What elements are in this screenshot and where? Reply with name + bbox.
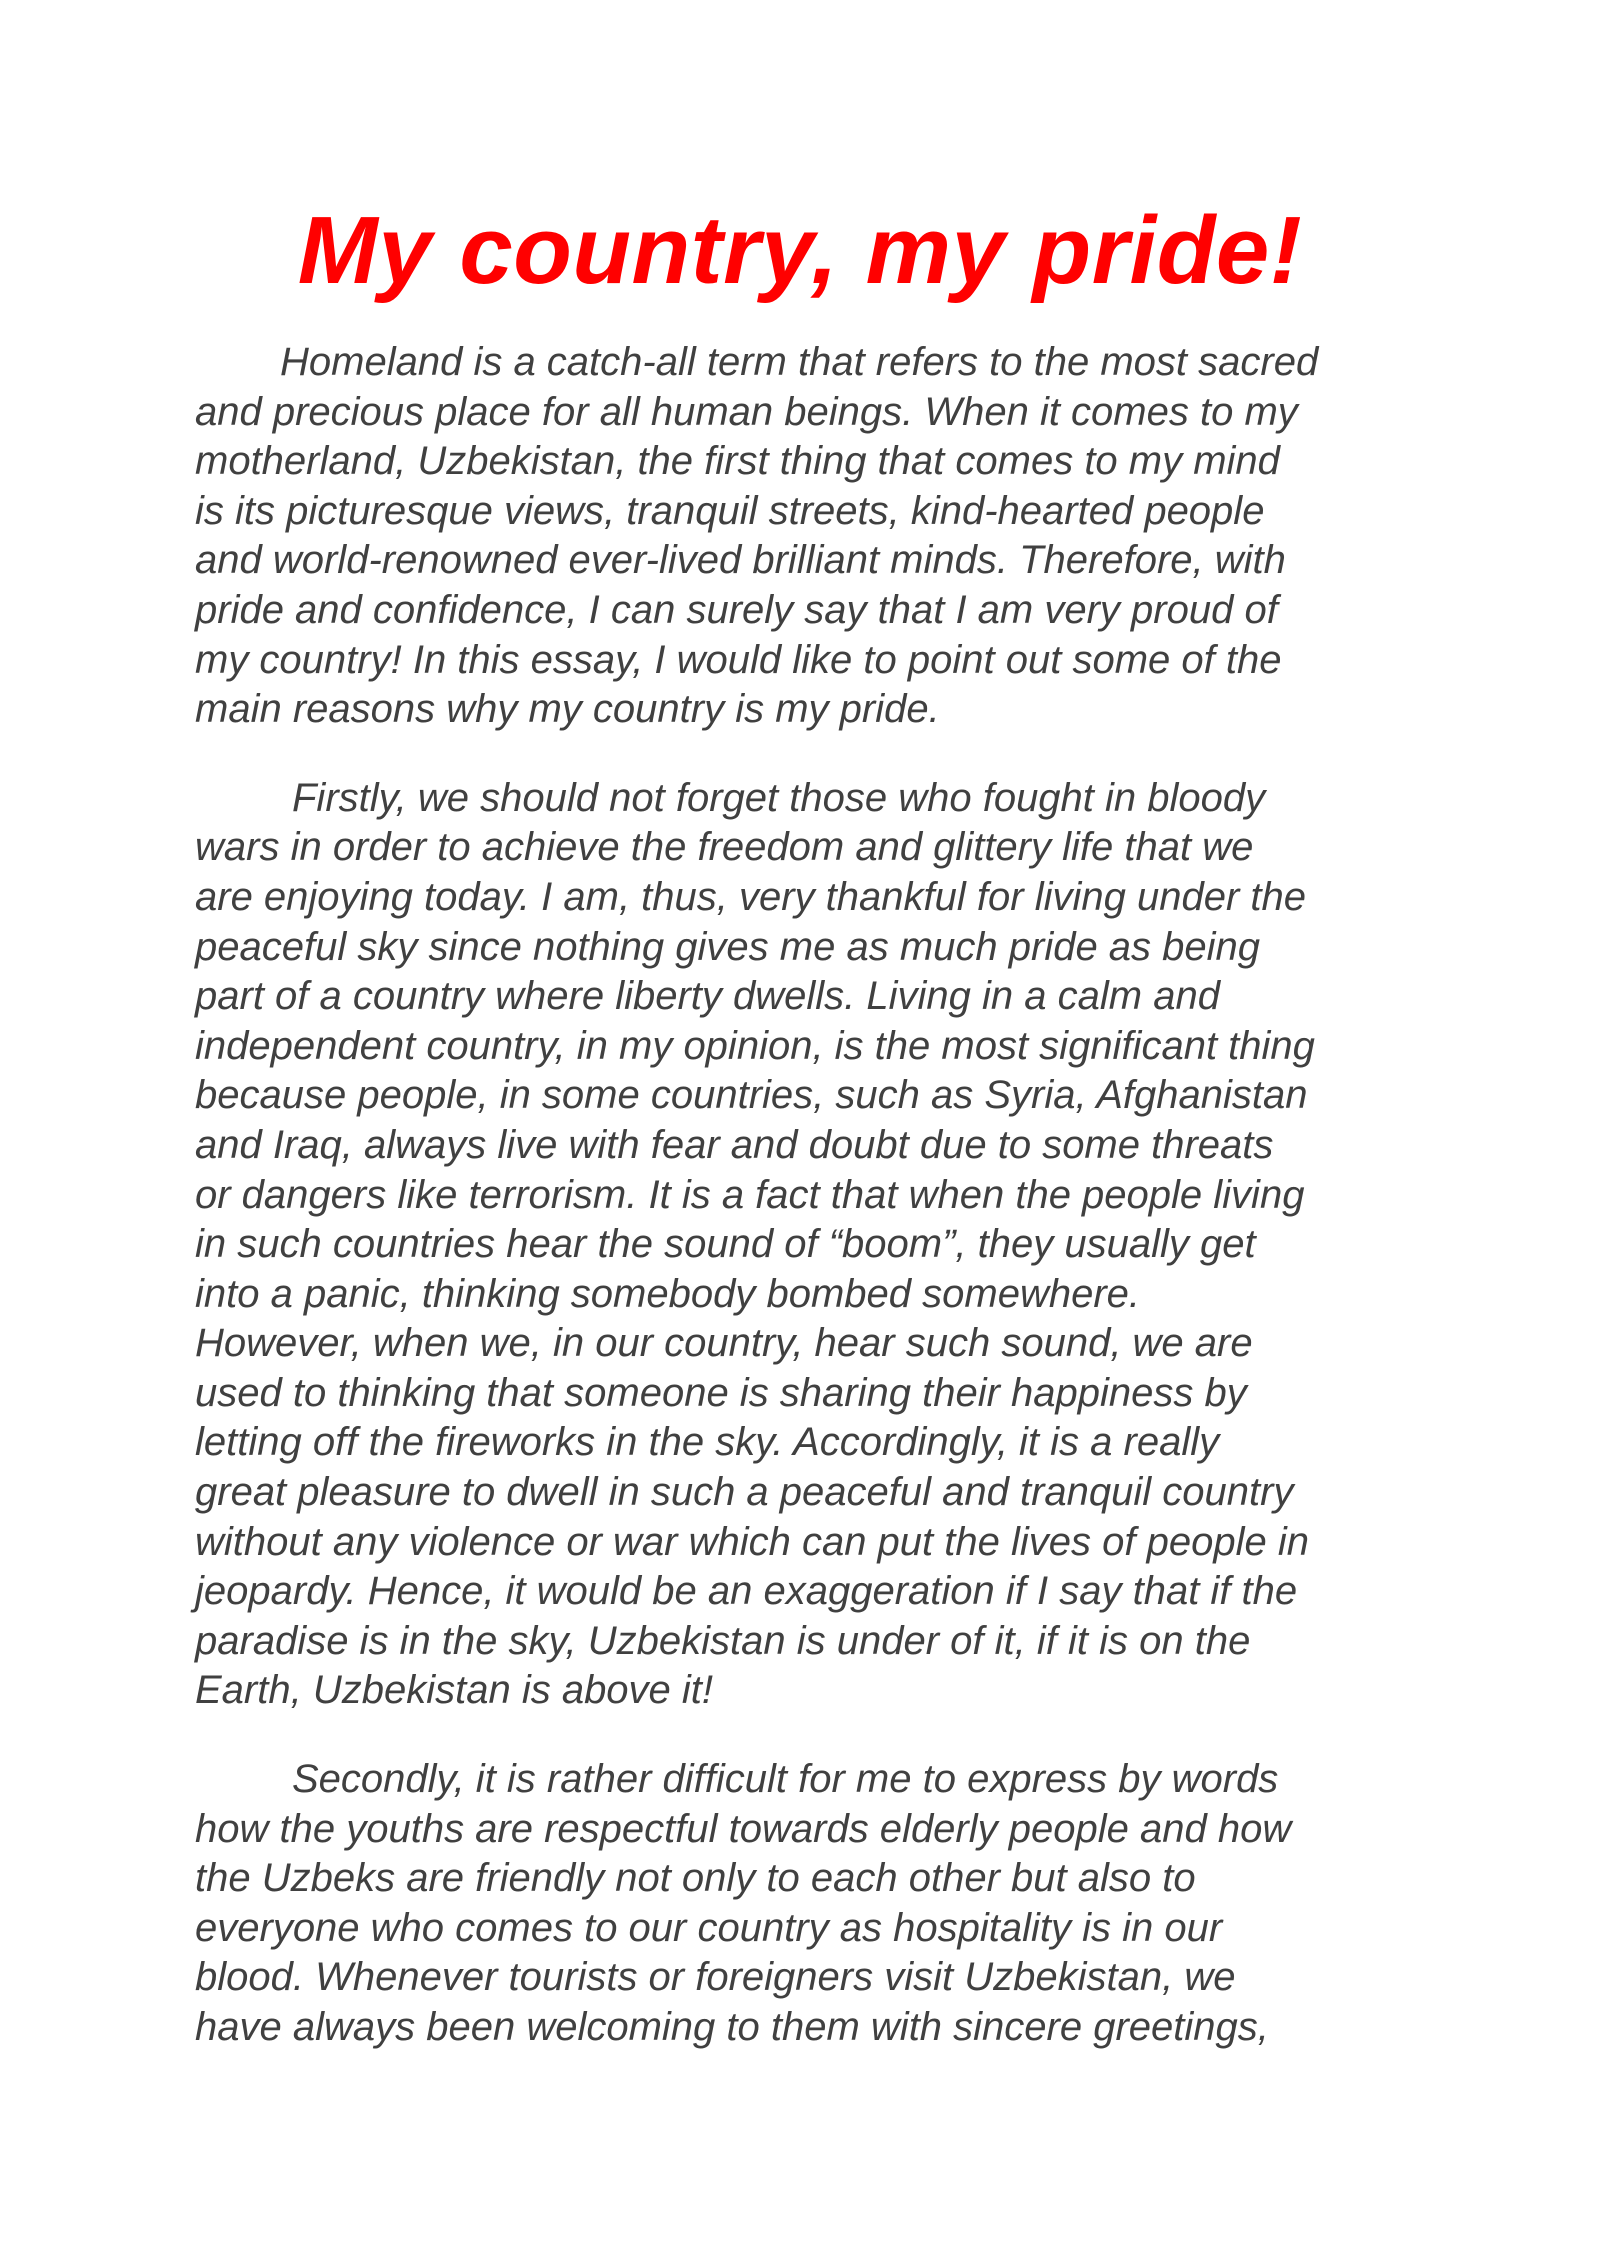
- text-line: However, when we, in our country, hear such sound, we are: [195, 1321, 1253, 1366]
- text-line: into a panic, thinking somebody bombed somewhere.: [195, 1271, 1140, 1316]
- text-line: the Uzbeks are friendly not only to each other but also to: [195, 1856, 1196, 1901]
- text-line: great pleasure to dwell in such a peaceful and tranquil country: [195, 1470, 1294, 1515]
- text-line: wars in order to achieve the freedom and glittery life that we: [195, 825, 1254, 870]
- text-line: and world-renowned ever-lived brilliant minds. Therefore, with: [195, 538, 1286, 583]
- text-line: how the youths are respectful towards elderly people and how: [195, 1806, 1292, 1851]
- text-line: Homeland is a catch-all term that refers to the most sacred: [280, 340, 1319, 384]
- text-line: Secondly, it is rather difficult for me to express by words: [292, 1757, 1279, 1802]
- essay-body: [195, 338, 1435, 2092]
- text-line: because people, in some countries, such as Syria, Afghanistan: [195, 1073, 1308, 1118]
- text-line: part of a country where liberty dwells. Living in a calm and: [195, 974, 1220, 1019]
- text-line: main reasons why my country is my pride.: [195, 687, 940, 732]
- paragraph-2: [195, 774, 1435, 1716]
- text-line: in such countries hear the sound of “boom”, they usually get: [195, 1222, 1256, 1267]
- paragraph-1: [195, 338, 1435, 735]
- text-line: Firstly, we should not forget those who fought in bloody: [292, 775, 1266, 820]
- text-line: Earth, Uzbekistan is above it!: [195, 1668, 714, 1713]
- document-title: My country, my pride!: [297, 197, 1303, 304]
- text-line: motherland, Uzbekistan, the first thing that comes to my mind: [195, 439, 1280, 484]
- text-line: without any violence or war which can put the lives of people in: [195, 1519, 1309, 1564]
- text-line: pride and confidence, I can surely say that I am very proud of: [195, 587, 1278, 632]
- text-line: letting off the fireworks in the sky. Accordingly, it is a really: [195, 1420, 1220, 1465]
- paragraph-3: [195, 1755, 1435, 2053]
- text-line: jeopardy. Hence, it would be an exaggeration if I say that if the: [195, 1569, 1298, 1614]
- text-line: have always been welcoming to them with sincere greetings,: [195, 2005, 1269, 2049]
- text-line: everyone who comes to our country as hospitality is in our: [195, 1905, 1223, 1950]
- text-line: my country! In this essay, I would like to point out some of the: [195, 637, 1282, 682]
- text-line: are enjoying today. I am, thus, very thankful for living under the: [195, 874, 1306, 919]
- text-line: and Iraq, always live with fear and doubt due to some threats: [195, 1122, 1274, 1167]
- text-line: paradise is in the sky, Uzbekistan is under of it, if it is on the: [195, 1618, 1251, 1663]
- text-line: or dangers like terrorism. It is a fact that when the people living: [195, 1172, 1305, 1217]
- text-line: and precious place for all human beings. When it comes to my: [195, 389, 1298, 434]
- text-line: peaceful sky since nothing gives me as much pride as being: [195, 924, 1261, 969]
- text-line: independent country, in my opinion, is the most significant thing: [195, 1023, 1315, 1068]
- text-line: is its picturesque views, tranquil streets, kind-hearted people: [195, 488, 1265, 533]
- text-line: blood. Whenever tourists or foreigners visit Uzbekistan, we: [195, 1955, 1236, 2000]
- text-line: used to thinking that someone is sharing their happiness by: [195, 1370, 1247, 1415]
